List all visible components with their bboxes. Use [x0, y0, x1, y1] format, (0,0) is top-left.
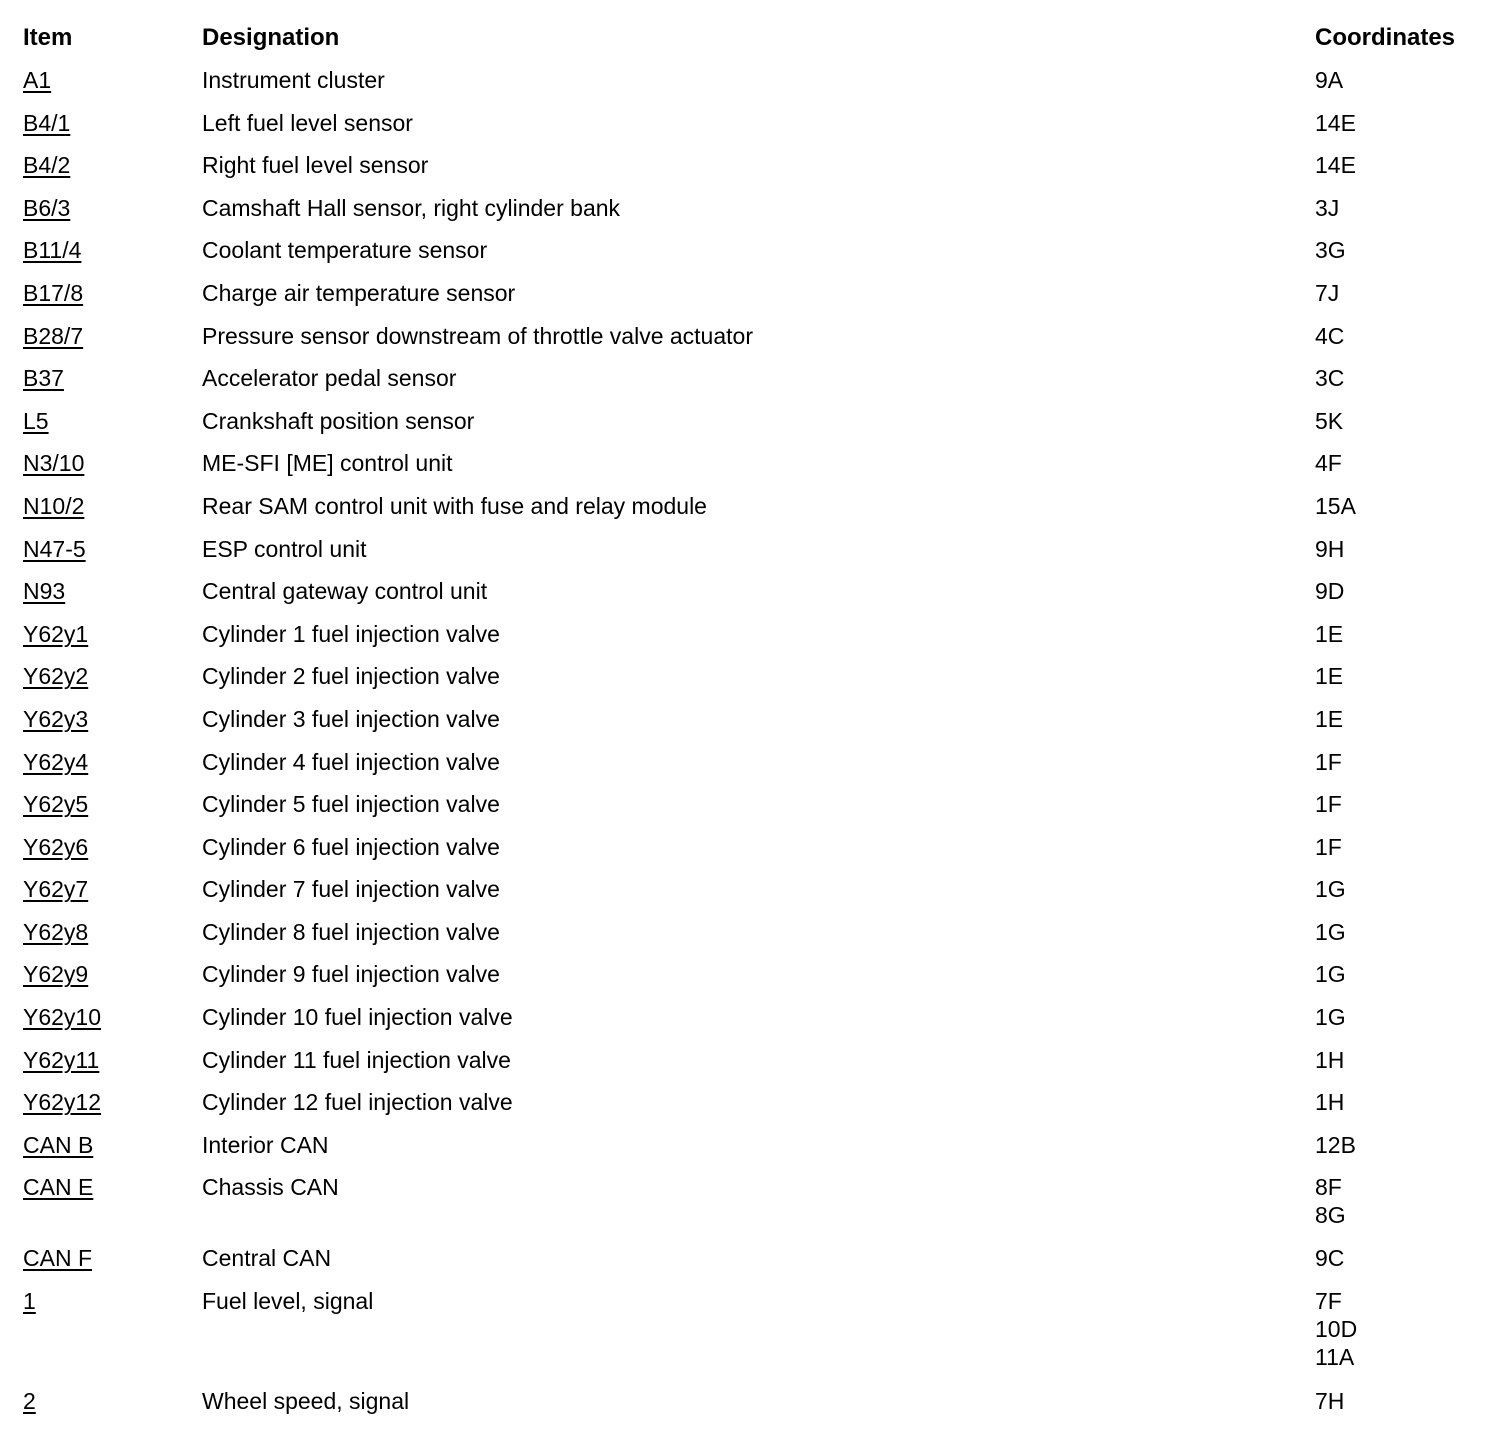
- coordinate-value: 9D: [1315, 578, 1345, 605]
- table-row: [0, 575, 1504, 618]
- coordinate-value: 5K: [1315, 407, 1344, 434]
- column-header-designation: Designation: [202, 24, 340, 51]
- table-row: [0, 277, 1504, 320]
- item-link[interactable]: B28/7: [23, 322, 84, 349]
- designation-text: ESP control unit: [202, 535, 367, 562]
- table-row: [0, 788, 1504, 831]
- coordinates-cell: [1315, 151, 1356, 179]
- designation-text: Cylinder 1 fuel injection valve: [202, 620, 500, 647]
- coordinates-cell: [1315, 322, 1344, 350]
- coordinates-cell: [1315, 535, 1344, 563]
- coordinates-cell: [1315, 492, 1356, 520]
- coordinates-cell: [1315, 790, 1342, 818]
- coordinates-cell: [1315, 1287, 1357, 1371]
- column-header-item: Item: [23, 24, 73, 51]
- item-link[interactable]: Y62y10: [23, 1004, 102, 1031]
- table-row: [0, 1044, 1504, 1087]
- coordinates-cell: [1315, 194, 1339, 222]
- item-link[interactable]: N3/10: [23, 450, 85, 477]
- item-link[interactable]: Y62y8: [23, 918, 89, 945]
- coordinate-value: 7F: [1315, 1287, 1342, 1314]
- coordinates-cell: [1315, 705, 1343, 733]
- designation-text: Cylinder 3 fuel injection valve: [202, 705, 500, 732]
- coordinate-value: 1G: [1315, 876, 1346, 903]
- table-row: [0, 618, 1504, 661]
- coordinates-cell: [1315, 620, 1343, 648]
- table-row: [0, 1171, 1504, 1242]
- designation-text: Left fuel level sensor: [202, 109, 413, 136]
- coordinates-cell: [1315, 279, 1339, 307]
- coordinates-cell: [1315, 1003, 1346, 1031]
- item-link[interactable]: Y62y3: [23, 705, 89, 732]
- item-link[interactable]: 2: [23, 1388, 36, 1415]
- item-link[interactable]: Y62y4: [23, 748, 89, 775]
- coordinates-cell: [1315, 1387, 1344, 1415]
- table-row: [0, 405, 1504, 448]
- coordinate-value: 10D: [1315, 1315, 1358, 1342]
- table-row: [0, 746, 1504, 789]
- table-row: [0, 362, 1504, 405]
- coordinate-value: 3G: [1315, 237, 1346, 264]
- designation-text: Fuel level, signal: [202, 1287, 374, 1314]
- coordinate-value: 3C: [1315, 365, 1345, 392]
- coordinate-value: 3J: [1315, 194, 1340, 221]
- legend-rows: [0, 64, 1504, 1428]
- item-link[interactable]: CAN F: [23, 1245, 92, 1272]
- item-link[interactable]: Y62y12: [23, 1089, 102, 1116]
- designation-text: Wheel speed, signal: [202, 1388, 410, 1415]
- table-row: [0, 1129, 1504, 1172]
- table-row: [0, 660, 1504, 703]
- item-link[interactable]: N47-5: [23, 535, 86, 562]
- designation-text: Charge air temperature sensor: [202, 279, 516, 306]
- coordinate-value: 1E: [1315, 705, 1344, 732]
- coordinate-value: 1G: [1315, 918, 1346, 945]
- item-link[interactable]: B37: [23, 365, 64, 392]
- coordinates-cell: [1315, 662, 1343, 690]
- table-row: [0, 320, 1504, 363]
- coordinate-value: 1H: [1315, 1089, 1345, 1116]
- coordinates-cell: [1315, 1088, 1344, 1116]
- coordinates-cell: [1315, 364, 1344, 392]
- coordinates-cell: [1315, 236, 1346, 264]
- coordinate-value: 8F: [1315, 1174, 1342, 1201]
- coordinate-value: 11A: [1315, 1343, 1355, 1370]
- item-link[interactable]: CAN B: [23, 1131, 94, 1158]
- item-link[interactable]: Y62y7: [23, 876, 89, 903]
- table-row: [0, 490, 1504, 533]
- coordinates-cell: [1315, 66, 1343, 94]
- coordinate-value: 12B: [1315, 1131, 1356, 1158]
- coordinates-cell: [1315, 577, 1344, 605]
- coordinate-value: 1F: [1315, 833, 1342, 860]
- item-link[interactable]: N93: [23, 578, 66, 605]
- designation-text: Pressure sensor downstream of throttle valve actuator: [202, 322, 753, 349]
- coordinate-value: 4C: [1315, 322, 1345, 349]
- item-link[interactable]: A1: [23, 67, 52, 93]
- item-link[interactable]: Y62y2: [23, 663, 89, 690]
- table-row: [0, 831, 1504, 874]
- designation-text: ME-SFI [ME] control unit: [202, 450, 453, 477]
- designation-text: Cylinder 5 fuel injection valve: [202, 791, 500, 818]
- table-row: [0, 149, 1504, 192]
- table-row: [0, 1385, 1504, 1428]
- item-link[interactable]: Y62y11: [23, 1046, 100, 1073]
- item-link[interactable]: B17/8: [23, 279, 84, 306]
- designation-text: Accelerator pedal sensor: [202, 365, 457, 392]
- table-row: [0, 107, 1504, 150]
- designation-text: Chassis CAN: [202, 1174, 339, 1201]
- coordinate-value: 7H: [1315, 1388, 1345, 1415]
- designation-text: Rear SAM control unit with fuse and relay module: [202, 492, 707, 519]
- item-link[interactable]: B4/2: [23, 152, 71, 179]
- coordinates-cell: [1315, 109, 1356, 137]
- item-link[interactable]: Y62y5: [23, 791, 89, 818]
- designation-text: Cylinder 7 fuel injection valve: [202, 876, 500, 903]
- designation-text: Cylinder 8 fuel injection valve: [202, 918, 500, 945]
- table-row: [0, 1001, 1504, 1044]
- coordinate-value: 1H: [1315, 1046, 1345, 1073]
- table-row: [0, 533, 1504, 576]
- table-row: [0, 64, 1504, 107]
- coordinate-value: 8G: [1315, 1202, 1346, 1229]
- designation-text: Cylinder 4 fuel injection valve: [202, 748, 500, 775]
- coordinates-cell: [1315, 407, 1343, 435]
- table-row: [0, 873, 1504, 916]
- coordinate-value: 1G: [1315, 1004, 1346, 1031]
- coordinates-cell: [1315, 875, 1346, 903]
- coordinate-value: 1F: [1315, 748, 1342, 775]
- table-row: [0, 958, 1504, 1001]
- item-link[interactable]: Y62y9: [23, 961, 89, 988]
- coordinates-cell: [1315, 918, 1346, 946]
- table-row: [0, 1285, 1504, 1386]
- item-link[interactable]: L5: [23, 407, 49, 434]
- coordinate-value: 1E: [1315, 620, 1344, 647]
- column-header-coordinates: Coordinates: [1315, 24, 1456, 51]
- coordinate-value: 9H: [1315, 535, 1345, 562]
- coordinate-value: 9C: [1315, 1245, 1345, 1272]
- coordinates-cell: [1315, 1131, 1356, 1159]
- coordinates-cell: [1315, 449, 1342, 477]
- coordinate-value: 7J: [1315, 279, 1340, 306]
- designation-text: Interior CAN: [202, 1131, 329, 1158]
- coordinates-cell: [1315, 1244, 1344, 1272]
- item-link[interactable]: 1: [23, 1287, 36, 1314]
- designation-text: Right fuel level sensor: [202, 152, 429, 179]
- coordinates-cell: [1315, 748, 1342, 776]
- designation-text: Instrument cluster: [202, 67, 385, 93]
- coordinates-cell: [1315, 1173, 1346, 1229]
- table-row: [0, 192, 1504, 235]
- table-row: [0, 916, 1504, 959]
- item-link[interactable]: CAN E: [23, 1174, 94, 1201]
- table-row: [0, 703, 1504, 746]
- designation-text: Camshaft Hall sensor, right cylinder bank: [202, 194, 621, 221]
- table-row: [0, 447, 1504, 490]
- item-link[interactable]: N10/2: [23, 492, 85, 519]
- designation-text: Cylinder 10 fuel injection valve: [202, 1004, 513, 1031]
- coordinate-value: 4F: [1315, 450, 1342, 477]
- item-link[interactable]: Y62y1: [23, 620, 89, 647]
- designation-text: Central CAN: [202, 1245, 332, 1272]
- designation-text: Cylinder 6 fuel injection valve: [202, 833, 500, 860]
- designation-text: Cylinder 9 fuel injection valve: [202, 961, 500, 988]
- coordinate-value: 1G: [1315, 961, 1346, 988]
- coordinate-value: 14E: [1315, 152, 1356, 179]
- coordinate-value: 15A: [1315, 492, 1356, 519]
- coordinate-value: 1F: [1315, 791, 1342, 818]
- item-link[interactable]: Y62y6: [23, 833, 89, 860]
- table-row: [0, 1086, 1504, 1129]
- coordinate-value: 1E: [1315, 663, 1344, 690]
- coordinate-value: 14E: [1315, 109, 1356, 136]
- coordinates-cell: [1315, 960, 1346, 988]
- item-link[interactable]: B4/1: [23, 109, 71, 136]
- designation-text: Coolant temperature sensor: [202, 237, 488, 264]
- item-link[interactable]: B11/4: [23, 237, 82, 264]
- designation-text: Cylinder 11 fuel injection valve: [202, 1046, 511, 1073]
- item-link[interactable]: B6/3: [23, 194, 71, 221]
- designation-text: Cylinder 12 fuel injection valve: [202, 1089, 513, 1116]
- table-row: [0, 1242, 1504, 1285]
- coordinate-value: 9A: [1315, 67, 1344, 93]
- designation-text: Cylinder 2 fuel injection valve: [202, 663, 500, 690]
- designation-text: Crankshaft position sensor: [202, 407, 475, 434]
- coordinates-cell: [1315, 833, 1342, 861]
- table-row: [0, 234, 1504, 277]
- coordinates-cell: [1315, 1046, 1344, 1074]
- designation-text: Central gateway control unit: [202, 578, 488, 605]
